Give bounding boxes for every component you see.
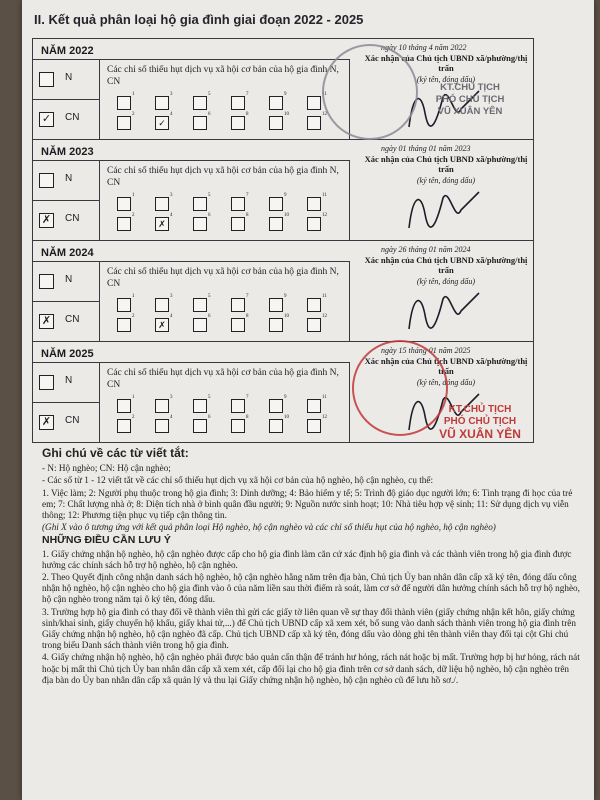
notes-line-3: 1. Việc làm; 2: Người phụ thuộc trong hộ gia đình; 3: Dinh dưỡng; 4: Bảo hiểm y tế; 5: Trình độ giáo dục người lớn; 6: Tình trạng đi học của trẻ em; 7: Chất lượng nhà ở; 8: Diện tích nhà ở bình quân đầu người; 9: Nguồn nước sinh hoạt; 10: Nhà tiêu hợp vệ sinh; 11: Sử dụng dịch vụ viễn thông; 12: Phương tiện phục vụ tiếp cận thông tin. xyxy=(42,487,573,521)
confirmation-sub: (ký tên, đóng dấu) xyxy=(416,176,476,185)
confirmation-sub: (ký tên, đóng dấu) xyxy=(416,378,476,387)
indicator-box-3[interactable] xyxy=(155,298,169,312)
notes-line-1: - N: Hộ nghèo; CN: Hộ cận nghèo; xyxy=(42,463,171,474)
n-checkbox[interactable] xyxy=(39,72,54,87)
confirmation-title: Xác nhận của Chủ tịch UBND xã/phường/thị trấn xyxy=(364,154,528,174)
n-cn-column xyxy=(33,363,100,443)
cn-row xyxy=(33,403,99,442)
indicator-number: 3 xyxy=(170,294,173,299)
indicator-box-9[interactable] xyxy=(269,298,283,312)
cn-label: CN xyxy=(65,415,80,426)
indicator-number: 3 xyxy=(170,92,173,97)
year-block xyxy=(33,140,533,241)
indicator-box-2[interactable] xyxy=(117,318,131,332)
indicator-box-12[interactable] xyxy=(307,217,321,231)
year-block xyxy=(33,241,533,342)
note-item-1: 1. Giấy chứng nhận hộ nghèo, hộ cận nghèo được cấp cho hộ gia đình làm căn cứ xác định hộ gia đình và các thành viên trong hộ gia đình được hưởng các chính sách hỗ trợ hộ nghèo, hộ cận nghèo. xyxy=(42,548,572,570)
indicator-box-2[interactable] xyxy=(117,217,131,231)
indicator-number: 6 xyxy=(208,415,211,420)
indicator-box-3[interactable] xyxy=(155,399,169,413)
indicator-number: 9 xyxy=(284,193,287,198)
n-row xyxy=(33,60,99,100)
official-seal-top xyxy=(322,44,418,140)
indicator-box-1[interactable] xyxy=(117,197,131,211)
year-label: NĂM 2024 xyxy=(41,247,94,259)
indicator-description: Các chỉ số thiếu hụt dịch vụ xã hội cơ bản của hộ gia đình N, CN xyxy=(107,267,339,289)
indicator-number: 5 xyxy=(208,395,211,400)
cn-checkbox[interactable]: ✗ xyxy=(39,213,54,228)
year-label: NĂM 2022 xyxy=(41,45,94,57)
indicator-box-2[interactable] xyxy=(117,116,131,130)
indicator-box-4[interactable]: ✗ xyxy=(155,318,169,332)
indicator-number: 11 xyxy=(322,294,327,299)
indicator-boxes xyxy=(113,92,339,136)
indicator-box-1[interactable] xyxy=(117,399,131,413)
indicator-box-2[interactable] xyxy=(117,419,131,433)
indicator-boxes xyxy=(113,193,339,237)
classification-cell xyxy=(33,160,350,241)
signature-icon xyxy=(391,184,501,236)
year-label: NĂM 2025 xyxy=(41,348,94,360)
indicator-box-8[interactable] xyxy=(231,419,245,433)
indicator-box-4[interactable]: ✗ xyxy=(155,217,169,231)
indicator-number: 10 xyxy=(284,415,289,420)
indicator-box-10[interactable] xyxy=(269,116,283,130)
indicator-box-8[interactable] xyxy=(231,116,245,130)
indicator-number: 1 xyxy=(132,92,135,97)
n-checkbox[interactable] xyxy=(39,173,54,188)
n-cn-column xyxy=(33,161,100,241)
cn-checkbox[interactable]: ✗ xyxy=(39,314,54,329)
indicator-number: 6 xyxy=(208,213,211,218)
indicator-number: 2 xyxy=(132,112,135,117)
n-label: N xyxy=(65,375,73,386)
indicator-box-4[interactable]: ✓ xyxy=(155,116,169,130)
cn-label: CN xyxy=(65,112,80,123)
notes-italic: (Ghi X vào ô tương ứng với kết quả phân loại Hộ nghèo, hộ cận nghèo và các chỉ số thiếu hụt của hộ nghèo, hộ cận nghèo) xyxy=(42,522,496,533)
stamp-top-line1: KT.CHỦ TỊCH xyxy=(440,82,500,93)
indicator-number: 3 xyxy=(170,395,173,400)
indicator-number: 8 xyxy=(246,213,249,218)
indicator-box-4[interactable] xyxy=(155,419,169,433)
indicator-box-1[interactable] xyxy=(117,298,131,312)
indicator-number: 11 xyxy=(322,92,327,97)
indicator-box-9[interactable] xyxy=(269,197,283,211)
year-label: NĂM 2023 xyxy=(41,146,94,158)
indicator-description: Các chỉ số thiếu hụt dịch vụ xã hội cơ bản của hộ gia đình N, CN xyxy=(107,166,339,188)
n-label: N xyxy=(65,274,73,285)
n-cn-column xyxy=(33,262,100,342)
classification-cell xyxy=(33,261,350,342)
confirmation-cell xyxy=(351,140,533,240)
n-checkbox[interactable] xyxy=(39,375,54,390)
indicator-number: 8 xyxy=(246,112,249,117)
indicator-number: 7 xyxy=(246,92,249,97)
indicator-box-5[interactable] xyxy=(193,399,207,413)
indicator-number: 4 xyxy=(170,112,173,117)
note-item-3: 3. Trường hợp hộ gia đình có thay đổi về thành viên thì gửi các giấy tờ liên quan về sự thay đổi thành viên (giấy chứng nhận kết hôn, giấy chứng sinh/khai sinh, giấy chuyển hộ khẩu, giấy khai tử,...) để Chủ tịch UBND cấp xã xem xét, bổ sung vào danh sách thành viên trong hộ gia đình trên Giấy chứng nhận hộ nghèo, hộ cận nghèo đã cấp. Chủ tịch UBND cấp xã ký tên, đóng dấu vào dòng ghi tên thành viên thay đổi tại cột Ghi chú trong biểu Danh sách thành viên trong hộ gia đình. xyxy=(42,606,576,651)
signature-icon xyxy=(391,285,501,337)
classification-cell xyxy=(33,362,350,443)
indicator-number: 1 xyxy=(132,193,135,198)
stamp-bottom-name: VŨ XUÂN YÊN xyxy=(439,427,521,441)
indicator-number: 2 xyxy=(132,213,135,218)
indicator-number: 9 xyxy=(284,395,287,400)
indicator-number: 5 xyxy=(208,193,211,198)
indicator-number: 4 xyxy=(170,415,173,420)
indicator-boxes xyxy=(113,294,339,338)
indicator-box-11[interactable] xyxy=(307,399,321,413)
indicator-number: 10 xyxy=(284,112,289,117)
indicator-number: 1 xyxy=(132,395,135,400)
indicator-box-1[interactable] xyxy=(117,96,131,110)
indicator-box-6[interactable] xyxy=(193,318,207,332)
stamp-bottom-line2: PHÓ CHỦ TỊCH xyxy=(443,416,517,427)
indicator-number: 12 xyxy=(322,213,327,218)
indicator-number: 7 xyxy=(246,193,249,198)
indicator-box-11[interactable] xyxy=(307,197,321,211)
indicator-box-10[interactable] xyxy=(269,217,283,231)
n-row xyxy=(33,262,99,302)
indicator-number: 9 xyxy=(284,294,287,299)
indicator-box-10[interactable] xyxy=(269,419,283,433)
note-item-4: 4. Giấy chứng nhận hộ nghèo, hộ cận nghèo phải được bảo quản cẩn thận để tránh hư hỏng, rách nát hoặc bị mất. Trường hợp bị hư hỏng, rách nát hoặc bị mất thì Chủ tịch Ủy ban nhân dân cấp xã xem xét, cấp đổi lại cho hộ gia đình trên cơ sở danh sách, dữ liệu hộ nghèo, hộ cận nghèo trên địa bàn do Ủy ban nhân dân cấp xã quản lý và thu lại Giấy chứng nhận hộ nghèo, hộ cận nghèo cũ để lưu hồ sơ./. xyxy=(42,652,580,685)
indicator-description: Các chỉ số thiếu hụt dịch vụ xã hội cơ bản của hộ gia đình N, CN xyxy=(107,65,339,87)
confirmation-date: ngày 01 tháng 01 năm 2023 xyxy=(381,144,471,153)
confirmation-title: Xác nhận của Chủ tịch UBND xã/phường/thị trấn xyxy=(364,53,528,73)
confirmation-date: ngày 15 tháng 01 năm 2025 xyxy=(381,346,471,355)
indicator-box-12[interactable] xyxy=(307,318,321,332)
indicator-box-8[interactable] xyxy=(231,318,245,332)
note-item-2: 2. Theo Quyết định công nhận danh sách hộ nghèo, hộ cận nghèo hằng năm trên địa bàn, Chủ tịch Ủy ban nhân dân cấp xã ký tên, đóng dấu công nhận hộ nghèo, hộ cận nghèo cho hộ gia đình vào ô của năm liền sau thời điểm rà soát, làm cơ sở để người dân hưởng chính sách hỗ trợ hộ nghèo, hộ cận nghèo trong năm tại ô ký tên, đóng dấu. xyxy=(42,572,580,605)
indicator-number: 12 xyxy=(322,314,327,319)
cn-label: CN xyxy=(65,314,80,325)
n-label: N xyxy=(65,72,73,83)
indicator-box-6[interactable] xyxy=(193,116,207,130)
notes-line-2: - Các số từ 1 - 12 viết tắt về các chỉ số thiếu hụt dịch vụ xã hội cơ bản của hộ nghèo, hộ cận nghèo, cụ thể: xyxy=(42,475,434,486)
stamp-top-line2: PHÓ CHỦ TỊCH xyxy=(435,94,505,105)
classification-cell xyxy=(33,59,350,140)
indicator-number: 9 xyxy=(284,92,287,97)
n-cn-column xyxy=(33,60,100,140)
indicator-box-9[interactable] xyxy=(269,96,283,110)
notes-heading: Ghi chú về các từ viết tắt: xyxy=(42,446,189,460)
n-row xyxy=(33,161,99,201)
cn-row xyxy=(33,100,99,139)
indicator-box-11[interactable] xyxy=(307,298,321,312)
indicator-number: 7 xyxy=(246,294,249,299)
stamp-top xyxy=(410,82,530,118)
indicator-number: 3 xyxy=(170,193,173,198)
indicator-box-7[interactable] xyxy=(231,298,245,312)
confirmation-sub: (ký tên, đóng dấu) xyxy=(416,277,476,286)
n-label: N xyxy=(65,173,73,184)
indicator-box-3[interactable] xyxy=(155,197,169,211)
indicator-number: 5 xyxy=(208,92,211,97)
stamp-bottom-line1: KT.CHỦ TỊCH xyxy=(448,404,512,415)
confirmation-cell xyxy=(351,241,533,341)
indicator-number: 5 xyxy=(208,294,211,299)
indicator-description: Các chỉ số thiếu hụt dịch vụ xã hội cơ bản của hộ gia đình N, CN xyxy=(107,368,339,390)
indicator-number: 11 xyxy=(322,395,327,400)
indicator-number: 11 xyxy=(322,193,327,198)
indicator-box-6[interactable] xyxy=(193,217,207,231)
indicator-number: 8 xyxy=(246,314,249,319)
confirmation-title: Xác nhận của Chủ tịch UBND xã/phường/thị trấn xyxy=(364,356,528,376)
indicator-number: 12 xyxy=(322,112,327,117)
confirmation-sub: (ký tên, đóng dấu) xyxy=(416,75,476,84)
certificate-page xyxy=(22,0,594,800)
indicator-box-9[interactable] xyxy=(269,399,283,413)
notes-subheading: NHỮNG ĐIỀU CẦN LƯU Ý xyxy=(42,534,171,547)
indicator-number: 4 xyxy=(170,213,173,218)
section-title: II. Kết quả phân loại hộ gia đình giai đoạn 2022 - 2025 xyxy=(34,12,364,27)
indicator-number: 4 xyxy=(170,314,173,319)
n-checkbox[interactable] xyxy=(39,274,54,289)
confirmation-date: ngày 26 tháng 01 năm 2024 xyxy=(381,245,471,254)
cn-checkbox[interactable]: ✓ xyxy=(39,112,54,127)
indicator-number: 6 xyxy=(208,314,211,319)
stamp-top-name: VŨ XUÂN YÊN xyxy=(437,106,503,117)
cn-label: CN xyxy=(65,213,80,224)
indicator-box-3[interactable] xyxy=(155,96,169,110)
indicator-number: 8 xyxy=(246,415,249,420)
indicator-box-7[interactable] xyxy=(231,399,245,413)
indicator-box-6[interactable] xyxy=(193,419,207,433)
confirmation-date: ngày 10 tháng 4 năm 2022 xyxy=(381,43,467,52)
indicator-boxes xyxy=(113,395,339,439)
cn-row xyxy=(33,302,99,341)
indicator-number: 10 xyxy=(284,314,289,319)
indicator-number: 1 xyxy=(132,294,135,299)
indicator-box-8[interactable] xyxy=(231,217,245,231)
indicator-number: 2 xyxy=(132,415,135,420)
indicator-box-7[interactable] xyxy=(231,197,245,211)
indicator-box-12[interactable] xyxy=(307,116,321,130)
notes-section xyxy=(42,448,582,687)
indicator-number: 10 xyxy=(284,213,289,218)
indicator-number: 7 xyxy=(246,395,249,400)
indicator-number: 6 xyxy=(208,112,211,117)
stamp-bottom xyxy=(420,404,540,440)
indicator-box-5[interactable] xyxy=(193,197,207,211)
cn-row xyxy=(33,201,99,240)
cn-checkbox[interactable]: ✗ xyxy=(39,415,54,430)
confirmation-title: Xác nhận của Chủ tịch UBND xã/phường/thị trấn xyxy=(364,255,528,275)
indicator-box-12[interactable] xyxy=(307,419,321,433)
n-row xyxy=(33,363,99,403)
indicator-number: 12 xyxy=(322,415,327,420)
indicator-box-7[interactable] xyxy=(231,96,245,110)
indicator-box-5[interactable] xyxy=(193,298,207,312)
indicator-box-10[interactable] xyxy=(269,318,283,332)
indicator-number: 2 xyxy=(132,314,135,319)
indicator-box-11[interactable] xyxy=(307,96,321,110)
indicator-box-5[interactable] xyxy=(193,96,207,110)
